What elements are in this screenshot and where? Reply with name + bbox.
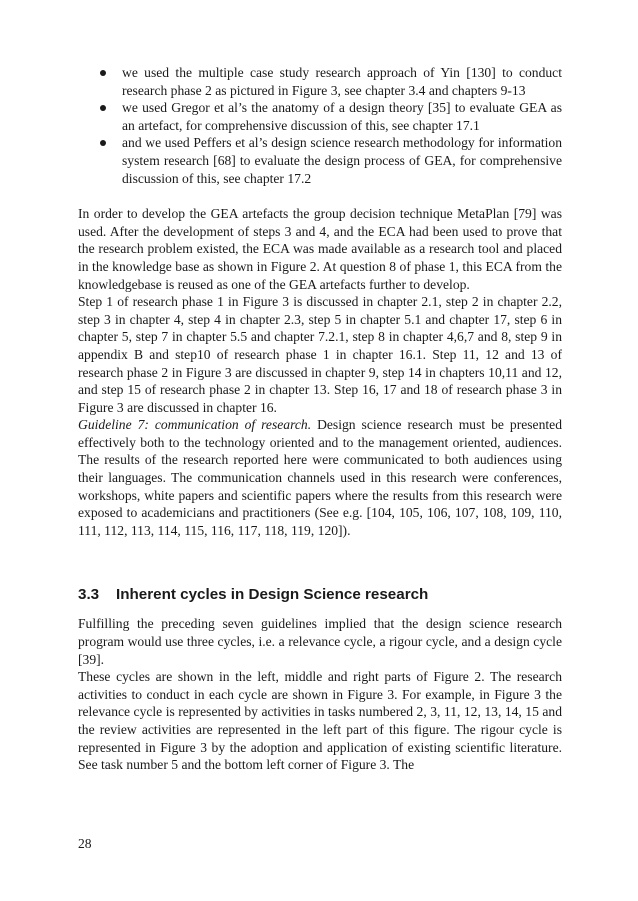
bullet-icon xyxy=(100,140,106,146)
list-item xyxy=(78,99,562,134)
section-heading xyxy=(78,585,562,605)
bullet-icon xyxy=(100,70,106,76)
section-number: 3.3 xyxy=(78,586,100,604)
guideline-label: Guideline 7: communication of research. xyxy=(78,417,312,433)
bullet-list xyxy=(78,64,562,187)
paragraph-step-mapping: Step 1 of research phase 1 in Figure 3 is discussed in chapter 2.1, step 2 in chapter 2.2, step 3 in chapter 4, step 4 in chapter 2.3, step 5 in chapter 5.1 and chapter 17, step 6 in chapter 5, step 7 in chapter 5.5 and chapter 7.2.1, step 8 in chapter 4,6,7 and 8, step 9 in appendix B and step10 of research phase 1 in chapter 16.1. Step 11, 12 and 13 of research phase 2 in Figure 3 are discussed in chapter 9, step 14 in chapters 10,11 and 12, and step 15 of research phase 2 in chapter 13. Step 16, 17 and 18 of research phase 3 in Figure 3 are discussed in chapter 16. xyxy=(78,294,562,415)
page-body xyxy=(78,64,562,774)
list-item xyxy=(78,134,562,187)
list-item-text: we used the multiple case study research approach of Yin [130] to conduct research phase 2 as pictured in Figure 3, see chapter 3.4 and chapters 9-13 xyxy=(122,65,562,98)
page-number: 28 xyxy=(78,836,92,851)
list-item xyxy=(78,64,562,99)
list-item-text: and we used Peffers et al’s design science research methodology for information system research [68] to evaluate the design process of GEA, for comprehensive discussion of this, see chapter 17.2 xyxy=(122,135,562,186)
list-item-text: we used Gregor et al’s the anatomy of a design theory [35] to evaluate GEA as an artefact, for comprehensive discussion of this, see chapter 17.1 xyxy=(122,100,562,133)
bullet-icon xyxy=(100,105,106,111)
guideline-body: Design science research must be presented effectively both to the technology oriented and to the management oriented, audiences. The results of the research reported here were communicated to both audiences using their languages. The communication channels used in this research were conferences, workshops, white papers and scientific papers where the results from this research were exposed to academicians and practitioners (See e.g. [104, 105, 106, 107, 108, 109, 110, 111, 112, 113, 114, 115, 116, 117, 118, 119, 120]). xyxy=(78,417,562,538)
section-title: Inherent cycles in Design Science research xyxy=(116,586,429,604)
paragraph-three-cycles: Fulfilling the preceding seven guidelines implied that the design science research program would use three cycles, i.e. a relevance cycle, a rigour cycle, and a design cycle [39]. xyxy=(78,616,562,667)
paragraph-metaplan: In order to develop the GEA artefacts the group decision technique MetaPlan [79] was used. After the development of steps 3 and 4, and the ECA had been used to prove that the research problem existed, the ECA was made available as a research tool and placed in the knowledge base as shown in Figure 2. At question 8 of phase 1, this ECA from the knowledgebase is reused as one of the GEA artefacts further to develop. xyxy=(78,206,562,292)
paragraph-cycles-figures: These cycles are shown in the left, middle and right parts of Figure 2. The research activities to conduct in each cycle are shown in Figure 3. For example, in Figure 3 the relevance cycle is represented by activities in tasks numbered 2, 3, 11, 12, 13, 14, 15 and the review activities are represented in the left part of this figure. The rigour cycle is represented in Figure 3 by the adoption and application of existing scientific literature. See task number 5 and the bottom left corner of Figure 3. The xyxy=(78,669,562,773)
paragraph-guideline-7 xyxy=(78,416,562,539)
